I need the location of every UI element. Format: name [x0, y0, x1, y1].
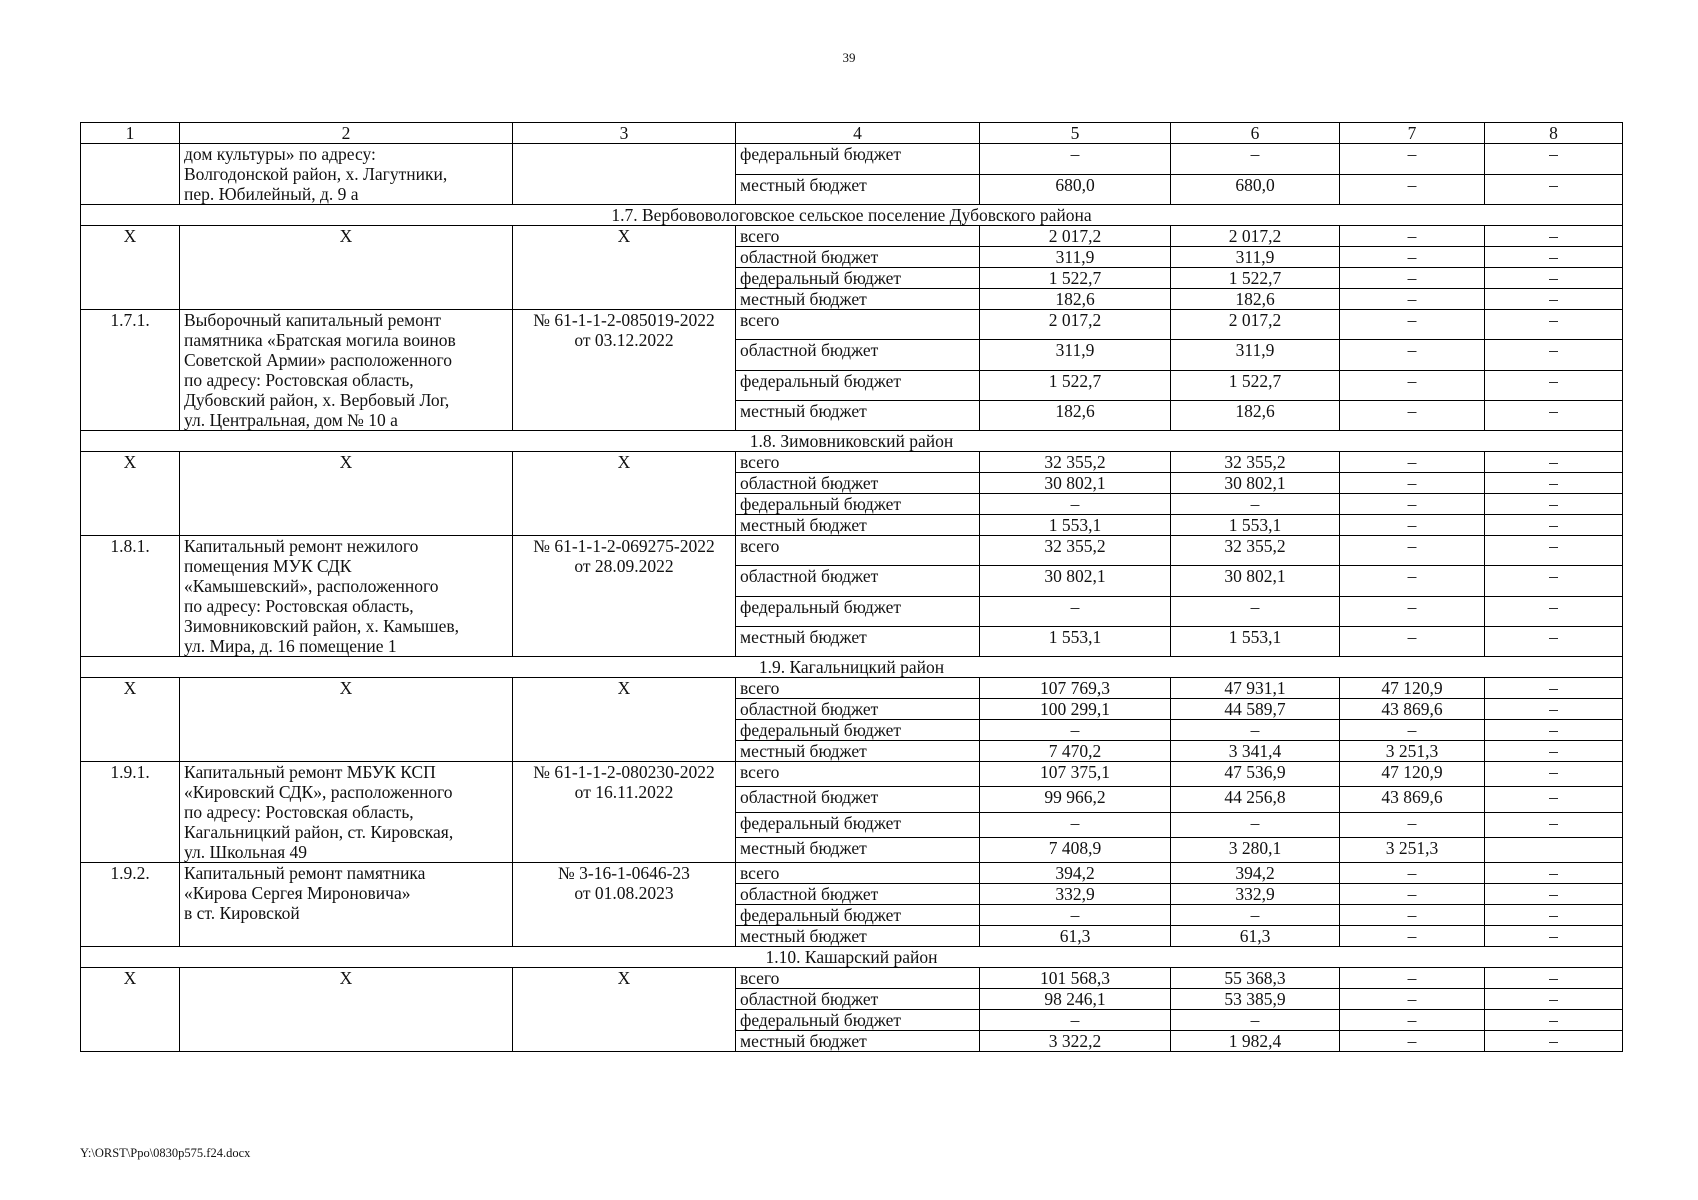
table-row	[81, 536, 1623, 566]
value-col-5: 394,2	[980, 863, 1171, 884]
budget-label: местный бюджет	[736, 515, 980, 536]
value-col-7: –	[1340, 144, 1485, 175]
value-col-6: 2 017,2	[1171, 226, 1340, 247]
item-number: 1.9.1.	[81, 762, 180, 863]
value-col-5: 2 017,2	[980, 226, 1171, 247]
value-col-6: 32 355,2	[1171, 452, 1340, 473]
value-col-5: 3 322,2	[980, 1031, 1171, 1052]
value-col-5: 7 408,9	[980, 837, 1171, 862]
value-col-7: –	[1340, 226, 1485, 247]
summary-number: Х	[81, 226, 180, 310]
value-col-8: –	[1485, 884, 1623, 905]
value-col-6: 30 802,1	[1171, 566, 1340, 596]
value-col-7: 3 251,3	[1340, 741, 1485, 762]
value-col-8: –	[1485, 473, 1623, 494]
value-col-8: –	[1485, 741, 1623, 762]
value-col-5: 1 522,7	[980, 268, 1171, 289]
value-col-6: 3 341,4	[1171, 741, 1340, 762]
value-col-7: –	[1340, 596, 1485, 626]
value-col-6: –	[1171, 812, 1340, 837]
object-name-line: Советской Армии» расположенного	[184, 350, 452, 370]
value-col-8: –	[1485, 812, 1623, 837]
value-col-7: –	[1340, 494, 1485, 515]
item-number: 1.9.2.	[81, 863, 180, 947]
section-row	[81, 431, 1623, 452]
value-col-7: –	[1340, 989, 1485, 1010]
item-number: 1.8.1.	[81, 536, 180, 657]
object-name-line: ул. Мира, д. 16 помещение 1	[184, 636, 397, 656]
budget-label: областной бюджет	[736, 473, 980, 494]
value-col-6: 2 017,2	[1171, 310, 1340, 340]
value-col-5: 1 553,1	[980, 626, 1171, 656]
value-col-5: 32 355,2	[980, 452, 1171, 473]
budget-label: областной бюджет	[736, 787, 980, 812]
footer-file-path: Y:\ORST\Ppo\0830p575.f24.docx	[80, 1146, 251, 1160]
value-col-8: –	[1485, 289, 1623, 310]
col-header-3: 3	[513, 123, 736, 144]
value-col-5: 182,6	[980, 400, 1171, 430]
value-col-5: 311,9	[980, 247, 1171, 268]
table-row	[81, 144, 1623, 175]
section-row	[81, 205, 1623, 226]
summary-number: Х	[81, 678, 180, 762]
value-col-6: 44 256,8	[1171, 787, 1340, 812]
section-title: 1.9. Кагальницкий район	[81, 657, 1623, 678]
object-name-line: «Кировский СДК», расположенного	[184, 782, 453, 802]
value-col-5: 98 246,1	[980, 989, 1171, 1010]
value-col-6: –	[1171, 596, 1340, 626]
budget-label: федеральный бюджет	[736, 596, 980, 626]
value-col-8: –	[1485, 174, 1623, 205]
col-header-4: 4	[736, 123, 980, 144]
value-col-5: –	[980, 144, 1171, 175]
value-col-7: –	[1340, 905, 1485, 926]
value-col-8: –	[1485, 596, 1623, 626]
value-col-8: –	[1485, 699, 1623, 720]
value-col-5: 107 375,1	[980, 762, 1171, 787]
document-details	[513, 762, 736, 863]
object-name	[180, 536, 513, 657]
summary-name: Х	[180, 226, 513, 310]
section-row	[81, 947, 1623, 968]
object-name	[180, 863, 513, 947]
object-name-line: помещения МУК СДК	[184, 556, 352, 576]
value-col-7: –	[1340, 473, 1485, 494]
object-name-line: Капитальный ремонт нежилого	[184, 536, 419, 556]
value-col-5: 182,6	[980, 289, 1171, 310]
value-col-7: 47 120,9	[1340, 762, 1485, 787]
value-col-7: –	[1340, 515, 1485, 536]
budget-table	[80, 122, 1623, 1052]
object-name-line: Капитальный ремонт памятника	[184, 863, 426, 883]
document-details-line: № 61-1-1-2-085019-2022	[533, 310, 715, 330]
value-col-8: –	[1485, 494, 1623, 515]
value-col-6: 1 553,1	[1171, 626, 1340, 656]
value-col-7: –	[1340, 400, 1485, 430]
summary-name: Х	[180, 968, 513, 1052]
budget-label: всего	[736, 968, 980, 989]
section-row	[81, 657, 1623, 678]
value-col-5: 332,9	[980, 884, 1171, 905]
document-details-line: от 16.11.2022	[574, 782, 674, 802]
value-col-6: 47 536,9	[1171, 762, 1340, 787]
col-header-6: 6	[1171, 123, 1340, 144]
document-details-line: № 61-1-1-2-069275-2022	[533, 536, 715, 556]
budget-label: местный бюджет	[736, 400, 980, 430]
value-col-5: 2 017,2	[980, 310, 1171, 340]
value-col-6: 182,6	[1171, 289, 1340, 310]
object-name-line: дом культуры» по адресу:	[184, 144, 376, 164]
value-col-7: –	[1340, 566, 1485, 596]
object-name	[180, 310, 513, 431]
budget-label: всего	[736, 226, 980, 247]
value-col-7: –	[1340, 247, 1485, 268]
table-row	[81, 452, 1623, 473]
value-col-7: 3 251,3	[1340, 837, 1485, 862]
budget-label: всего	[736, 863, 980, 884]
value-col-6: –	[1171, 144, 1340, 175]
value-col-6: 1 982,4	[1171, 1031, 1340, 1052]
summary-document: Х	[513, 226, 736, 310]
value-col-6: –	[1171, 720, 1340, 741]
budget-label: федеральный бюджет	[736, 370, 980, 400]
value-col-8: –	[1485, 968, 1623, 989]
object-name-line: Кагальницкий район, ст. Кировская,	[184, 822, 454, 842]
value-col-7: –	[1340, 340, 1485, 370]
value-col-6: 1 553,1	[1171, 515, 1340, 536]
col-header-8: 8	[1485, 123, 1623, 144]
section-title: 1.10. Кашарский район	[81, 947, 1623, 968]
table-row	[81, 226, 1623, 247]
budget-label: областной бюджет	[736, 247, 980, 268]
value-col-8: –	[1485, 678, 1623, 699]
value-col-5: 101 568,3	[980, 968, 1171, 989]
value-col-6: 44 589,7	[1171, 699, 1340, 720]
value-col-8: –	[1485, 762, 1623, 787]
value-col-5: –	[980, 1010, 1171, 1031]
value-col-5: –	[980, 596, 1171, 626]
budget-label: местный бюджет	[736, 1031, 980, 1052]
summary-document: Х	[513, 452, 736, 536]
value-col-5: 30 802,1	[980, 473, 1171, 494]
summary-number: Х	[81, 452, 180, 536]
object-name-line: Капитальный ремонт МБУК КСП	[184, 762, 436, 782]
budget-label: федеральный бюджет	[736, 144, 980, 175]
object-name-line: «Камышевский», расположенного	[184, 576, 439, 596]
budget-label: федеральный бюджет	[736, 812, 980, 837]
table-row	[81, 310, 1623, 340]
object-name-line: ул. Школьная 49	[184, 842, 308, 862]
item-number	[81, 144, 180, 205]
value-col-5: –	[980, 720, 1171, 741]
value-col-7: –	[1340, 536, 1485, 566]
budget-label: областной бюджет	[736, 989, 980, 1010]
object-name-line: Волгодонской район, х. Лагутники,	[184, 164, 448, 184]
value-col-7: 47 120,9	[1340, 678, 1485, 699]
document-details-line: от 01.08.2023	[574, 883, 674, 903]
table-row	[81, 968, 1623, 989]
value-col-8: –	[1485, 144, 1623, 175]
value-col-7: 43 869,6	[1340, 699, 1485, 720]
value-col-6: 3 280,1	[1171, 837, 1340, 862]
value-col-6: 32 355,2	[1171, 536, 1340, 566]
value-col-6: 1 522,7	[1171, 370, 1340, 400]
value-col-7: –	[1340, 1010, 1485, 1031]
document-details-line: № 3-16-1-0646-23	[558, 863, 690, 883]
value-col-8: –	[1485, 310, 1623, 340]
budget-label: федеральный бюджет	[736, 494, 980, 515]
object-name-line: пер. Юбилейный, д. 9 а	[184, 184, 359, 204]
value-col-5: 311,9	[980, 340, 1171, 370]
value-col-8: –	[1485, 515, 1623, 536]
value-col-6: 311,9	[1171, 340, 1340, 370]
value-col-8: –	[1485, 268, 1623, 289]
value-col-6: 30 802,1	[1171, 473, 1340, 494]
value-col-6: 311,9	[1171, 247, 1340, 268]
value-col-5: –	[980, 494, 1171, 515]
value-col-7: –	[1340, 370, 1485, 400]
header-row	[81, 123, 1623, 144]
document-details	[513, 144, 736, 205]
value-col-6: –	[1171, 1010, 1340, 1031]
value-col-8: –	[1485, 340, 1623, 370]
budget-label: федеральный бюджет	[736, 905, 980, 926]
value-col-8: –	[1485, 905, 1623, 926]
object-name	[180, 144, 513, 205]
value-col-8: –	[1485, 247, 1623, 268]
value-col-6: 182,6	[1171, 400, 1340, 430]
document-details-line: от 28.09.2022	[574, 556, 674, 576]
budget-label: местный бюджет	[736, 837, 980, 862]
value-col-5: 32 355,2	[980, 536, 1171, 566]
value-col-6: 680,0	[1171, 174, 1340, 205]
budget-label: федеральный бюджет	[736, 268, 980, 289]
document-details-line: № 61-1-1-2-080230-2022	[533, 762, 715, 782]
value-col-7: –	[1340, 968, 1485, 989]
value-col-6: 55 368,3	[1171, 968, 1340, 989]
page-number: 39	[842, 50, 856, 65]
budget-label: всего	[736, 536, 980, 566]
value-col-6: 47 931,1	[1171, 678, 1340, 699]
budget-label: областной бюджет	[736, 884, 980, 905]
value-col-8: –	[1485, 370, 1623, 400]
summary-name: Х	[180, 678, 513, 762]
summary-number: Х	[81, 968, 180, 1052]
value-col-8: –	[1485, 863, 1623, 884]
value-col-8: –	[1485, 452, 1623, 473]
value-col-7: –	[1340, 289, 1485, 310]
section-title: 1.8. Зимовниковский район	[81, 431, 1623, 452]
section-title: 1.7. Вербововологовское сельское поселение Дубовского района	[81, 205, 1623, 226]
value-col-6: 61,3	[1171, 926, 1340, 947]
value-col-7: –	[1340, 720, 1485, 741]
value-col-7: –	[1340, 863, 1485, 884]
budget-label: местный бюджет	[736, 626, 980, 656]
budget-label: федеральный бюджет	[736, 1010, 980, 1031]
budget-label: местный бюджет	[736, 289, 980, 310]
object-name-line: Дубовский район, х. Вербовый Лог,	[184, 390, 450, 410]
value-col-6: –	[1171, 494, 1340, 515]
budget-label: местный бюджет	[736, 741, 980, 762]
budget-label: областной бюджет	[736, 699, 980, 720]
summary-name: Х	[180, 452, 513, 536]
budget-label: федеральный бюджет	[736, 720, 980, 741]
col-header-2: 2	[180, 123, 513, 144]
value-col-6: 394,2	[1171, 863, 1340, 884]
table-row	[81, 762, 1623, 787]
col-header-5: 5	[980, 123, 1171, 144]
value-col-5: –	[980, 812, 1171, 837]
value-col-5: 107 769,3	[980, 678, 1171, 699]
document-details	[513, 310, 736, 431]
value-col-7: –	[1340, 812, 1485, 837]
value-col-7: –	[1340, 310, 1485, 340]
value-col-5: 680,0	[980, 174, 1171, 205]
object-name-line: по адресу: Ростовская область,	[184, 370, 414, 390]
value-col-6: 53 385,9	[1171, 989, 1340, 1010]
value-col-7: –	[1340, 452, 1485, 473]
value-col-8: –	[1485, 787, 1623, 812]
value-col-6: 332,9	[1171, 884, 1340, 905]
object-name-line: «Кирова Сергея Мироновича»	[184, 883, 411, 903]
object-name-line: по адресу: Ростовская область,	[184, 802, 414, 822]
value-col-8: –	[1485, 989, 1623, 1010]
value-col-7: –	[1340, 174, 1485, 205]
object-name-line: памятника «Братская могила воинов	[184, 330, 456, 350]
budget-label: местный бюджет	[736, 174, 980, 205]
value-col-5: 1 553,1	[980, 515, 1171, 536]
col-header-1: 1	[81, 123, 180, 144]
value-col-8: –	[1485, 1031, 1623, 1052]
document-details	[513, 863, 736, 947]
budget-label: областной бюджет	[736, 340, 980, 370]
document-details-line: от 03.12.2022	[574, 330, 674, 350]
col-header-7: 7	[1340, 123, 1485, 144]
value-col-5: 7 470,2	[980, 741, 1171, 762]
value-col-8: –	[1485, 400, 1623, 430]
budget-label: областной бюджет	[736, 566, 980, 596]
summary-document: Х	[513, 968, 736, 1052]
value-col-8: –	[1485, 226, 1623, 247]
object-name-line: по адресу: Ростовская область,	[184, 596, 414, 616]
value-col-7: 43 869,6	[1340, 787, 1485, 812]
object-name-line: Выборочный капитальный ремонт	[184, 310, 442, 330]
value-col-7: –	[1340, 626, 1485, 656]
value-col-8: –	[1485, 626, 1623, 656]
value-col-5: 99 966,2	[980, 787, 1171, 812]
value-col-8: –	[1485, 536, 1623, 566]
budget-label: всего	[736, 452, 980, 473]
table-row	[81, 863, 1623, 884]
budget-label: всего	[736, 678, 980, 699]
object-name	[180, 762, 513, 863]
value-col-7: –	[1340, 268, 1485, 289]
budget-label: местный бюджет	[736, 926, 980, 947]
value-col-6: –	[1171, 905, 1340, 926]
value-col-8: –	[1485, 566, 1623, 596]
object-name-line: в ст. Кировской	[184, 903, 300, 923]
value-col-5: 30 802,1	[980, 566, 1171, 596]
value-col-8	[1485, 837, 1623, 862]
object-name-line: ул. Центральная, дом № 10 а	[184, 410, 398, 430]
budget-label: всего	[736, 762, 980, 787]
budget-label: всего	[736, 310, 980, 340]
value-col-5: 1 522,7	[980, 370, 1171, 400]
value-col-5: –	[980, 905, 1171, 926]
summary-document: Х	[513, 678, 736, 762]
value-col-7: –	[1340, 884, 1485, 905]
item-number: 1.7.1.	[81, 310, 180, 431]
document-details	[513, 536, 736, 657]
object-name-line: Зимовниковский район, х. Камышев,	[184, 616, 460, 636]
value-col-7: –	[1340, 926, 1485, 947]
value-col-7: –	[1340, 1031, 1485, 1052]
value-col-8: –	[1485, 926, 1623, 947]
value-col-8: –	[1485, 720, 1623, 741]
value-col-8: –	[1485, 1010, 1623, 1031]
value-col-6: 1 522,7	[1171, 268, 1340, 289]
table-row	[81, 678, 1623, 699]
value-col-5: 61,3	[980, 926, 1171, 947]
value-col-5: 100 299,1	[980, 699, 1171, 720]
